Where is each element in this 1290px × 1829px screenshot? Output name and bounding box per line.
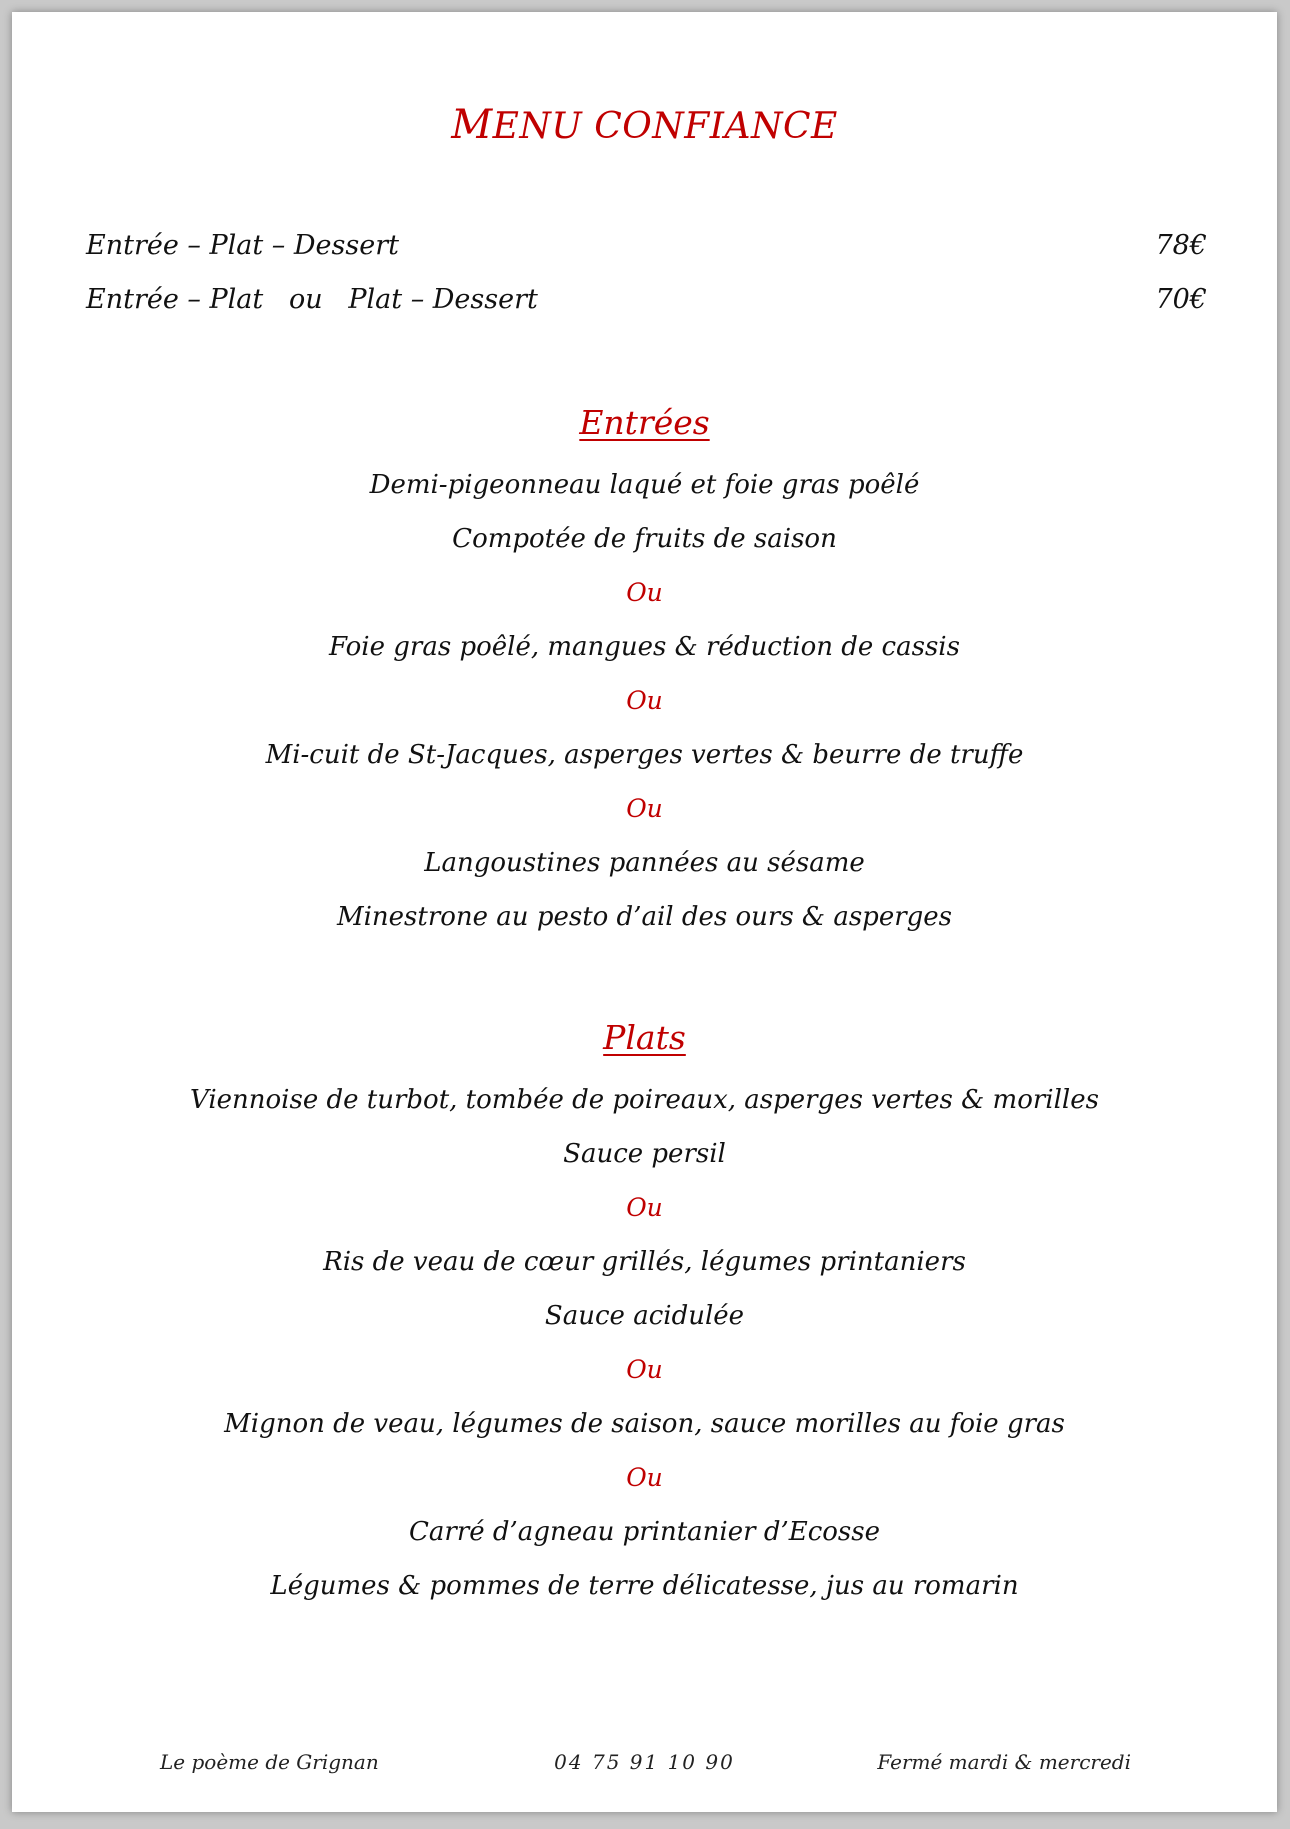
or-separator: Ou — [626, 1463, 663, 1492]
menu-title — [12, 102, 1277, 148]
dish-line: Sauce acidulée — [544, 1301, 745, 1331]
price-value: 78€ — [1155, 229, 1207, 261]
footer-closing-days: Fermé mardi & mercredi — [877, 1750, 1131, 1774]
dish-line: Viennoise de turbot, tombée de poireaux, asperges vertes & morilles — [190, 1085, 1099, 1115]
dish-line: Minestrone au pesto d’ail des ours & asperges — [336, 902, 953, 932]
dish-line: Demi-pigeonneau laqué et foie gras poêlé — [369, 470, 920, 500]
plats-section — [12, 1015, 1277, 1613]
menu-title-rest: ENU CONFIANCE — [492, 106, 838, 147]
plats-heading: Plats — [603, 1018, 686, 1057]
footer-restaurant-name: Le poème de Grignan — [160, 1750, 379, 1774]
price-row-three-course — [86, 225, 1207, 265]
dish-line: Sauce persil — [563, 1139, 726, 1169]
footer-phone: 04 75 91 10 90 — [554, 1750, 735, 1774]
price-label: Entrée – Plat ou Plat – Dessert — [86, 283, 538, 315]
price-value: 70€ — [1155, 283, 1207, 315]
price-label: Entrée – Plat – Dessert — [86, 229, 399, 261]
menu-page — [12, 12, 1277, 1812]
menu-title-initial: M — [451, 102, 493, 148]
dish-line: Compotée de fruits de saison — [452, 524, 837, 554]
footer — [12, 1750, 1277, 1780]
dish-line: Mignon de veau, légumes de saison, sauce morilles au foie gras — [224, 1409, 1065, 1439]
dish-line: Mi-cuit de St-Jacques, asperges vertes & beurre de truffe — [265, 740, 1024, 770]
dish-line: Légumes & pommes de terre délicatesse, jus au romarin — [270, 1571, 1019, 1601]
dish-line: Langoustines pannées au sésame — [424, 848, 865, 878]
entrees-section — [12, 400, 1277, 944]
or-separator: Ou — [626, 686, 663, 715]
or-separator: Ou — [626, 794, 663, 823]
plats-list — [12, 1073, 1277, 1613]
dish-line: Ris de veau de cœur grillés, légumes printaniers — [323, 1247, 966, 1277]
or-separator: Ou — [626, 1193, 663, 1222]
dish-line: Carré d’agneau printanier d’Ecosse — [409, 1517, 880, 1547]
or-separator: Ou — [626, 578, 663, 607]
price-row-two-course — [86, 279, 1207, 319]
entrees-list — [12, 458, 1277, 944]
dish-line: Foie gras poêlé, mangues & réduction de cassis — [329, 632, 960, 662]
or-separator: Ou — [626, 1355, 663, 1384]
entrees-heading: Entrées — [579, 403, 710, 442]
